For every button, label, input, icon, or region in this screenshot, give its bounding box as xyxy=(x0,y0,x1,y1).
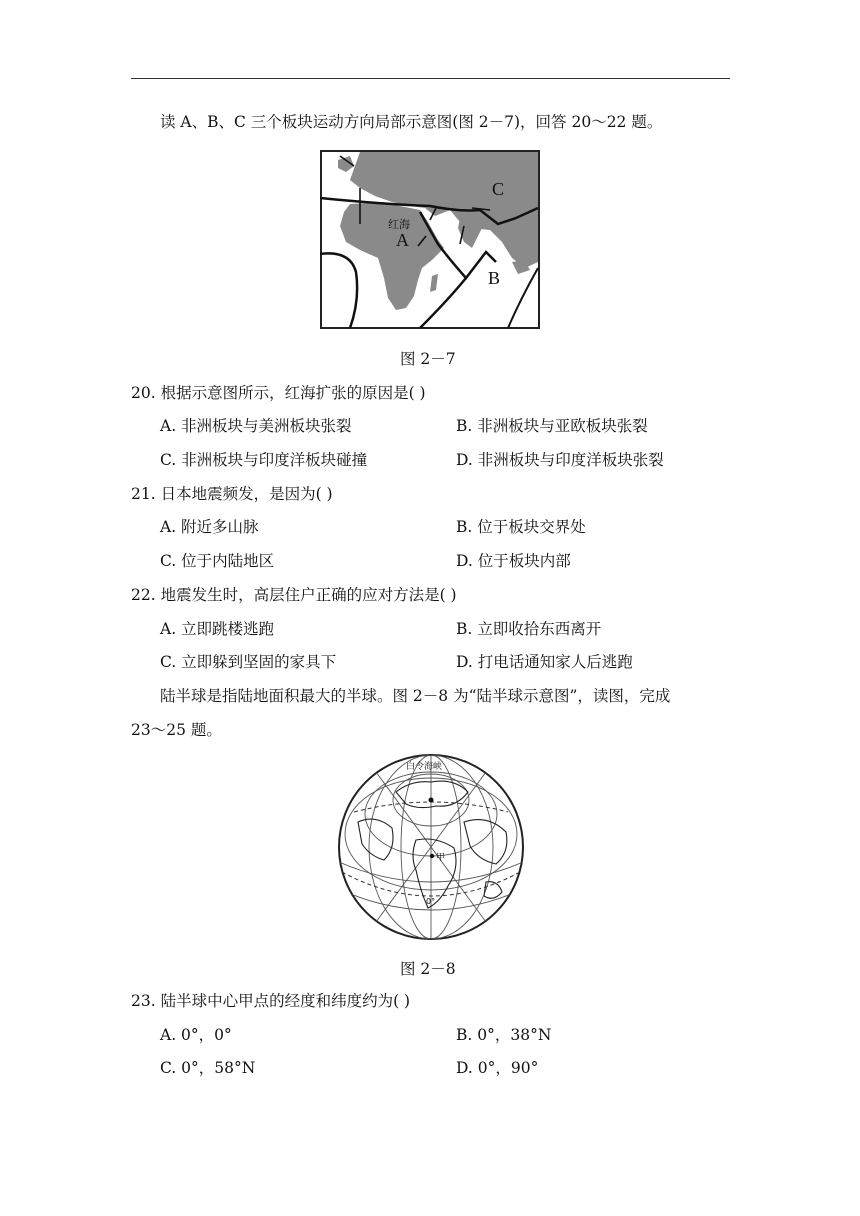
label-c: C xyxy=(492,179,505,199)
label-b: B xyxy=(488,268,501,288)
question-21-option-b: B. 位于板块交界处 xyxy=(456,518,586,536)
label-red-sea: 红海 xyxy=(388,218,410,231)
question-21-option-a: A. 附近多山脉 xyxy=(160,518,259,536)
question-23-option-b: B. 0°，38°N xyxy=(456,1026,552,1044)
question-22-option-a: A. 立即跳楼逃跑 xyxy=(160,620,275,638)
question-22-option-c: C. 立即躲到坚固的家具下 xyxy=(160,653,337,671)
question-22-stem: 22. 地震发生时，高层住户正确的应对方法是( ) xyxy=(131,586,457,604)
land-hemisphere-figure xyxy=(336,752,526,942)
question-20-option-d: D. 非洲板块与印度洋板块张裂 xyxy=(456,451,664,469)
question-22-option-d: D. 打电话通知家人后逃跑 xyxy=(456,653,633,671)
question-20-option-b: B. 非洲板块与亚欧板块张裂 xyxy=(456,417,648,435)
figure-caption-2-7: 图 2－7 xyxy=(400,350,456,368)
header-rule xyxy=(131,78,730,79)
label-center-jia: 甲 xyxy=(436,853,446,863)
question-22-option-b: B. 立即收拾东西离开 xyxy=(456,620,602,638)
intro-text-1: 读 A、B、C 三个板块运动方向局部示意图(图 2－7)，回答 20～22 题。 xyxy=(160,113,663,131)
label-bering-strait: 白令海峡 xyxy=(406,762,443,772)
plate-map-figure xyxy=(320,150,540,329)
question-23-option-d: D. 0°，90° xyxy=(456,1059,539,1077)
question-20-option-c: C. 非洲板块与印度洋板块碰撞 xyxy=(160,451,368,469)
question-23-stem: 23. 陆半球中心甲点的经度和纬度约为( ) xyxy=(131,992,411,1010)
question-21-option-d: D. 位于板块内部 xyxy=(456,552,571,570)
intro-text-2-line-2: 23～25 题。 xyxy=(131,721,222,739)
intro-text-2-line-1: 陆半球是指陆地面积最大的半球。图 2－8 为“陆半球示意图”，读图，完成 xyxy=(160,687,671,705)
figure-caption-2-8: 图 2－8 xyxy=(400,960,456,978)
label-a: A xyxy=(396,230,409,250)
question-21-option-c: C. 位于内陆地区 xyxy=(160,552,275,570)
question-23-option-c: C. 0°，58°N xyxy=(160,1059,256,1077)
label-zero-degree: 0° xyxy=(426,897,436,906)
question-20-stem: 20. 根据示意图所示，红海扩张的原因是( ) xyxy=(131,384,426,402)
north-pole-dot xyxy=(429,798,434,803)
center-point-dot xyxy=(430,854,434,858)
question-23-option-a: A. 0°，0° xyxy=(160,1026,232,1044)
question-21-stem: 21. 日本地震频发，是因为( ) xyxy=(131,485,333,503)
question-20-option-a: A. 非洲板块与美洲板块张裂 xyxy=(160,417,352,435)
